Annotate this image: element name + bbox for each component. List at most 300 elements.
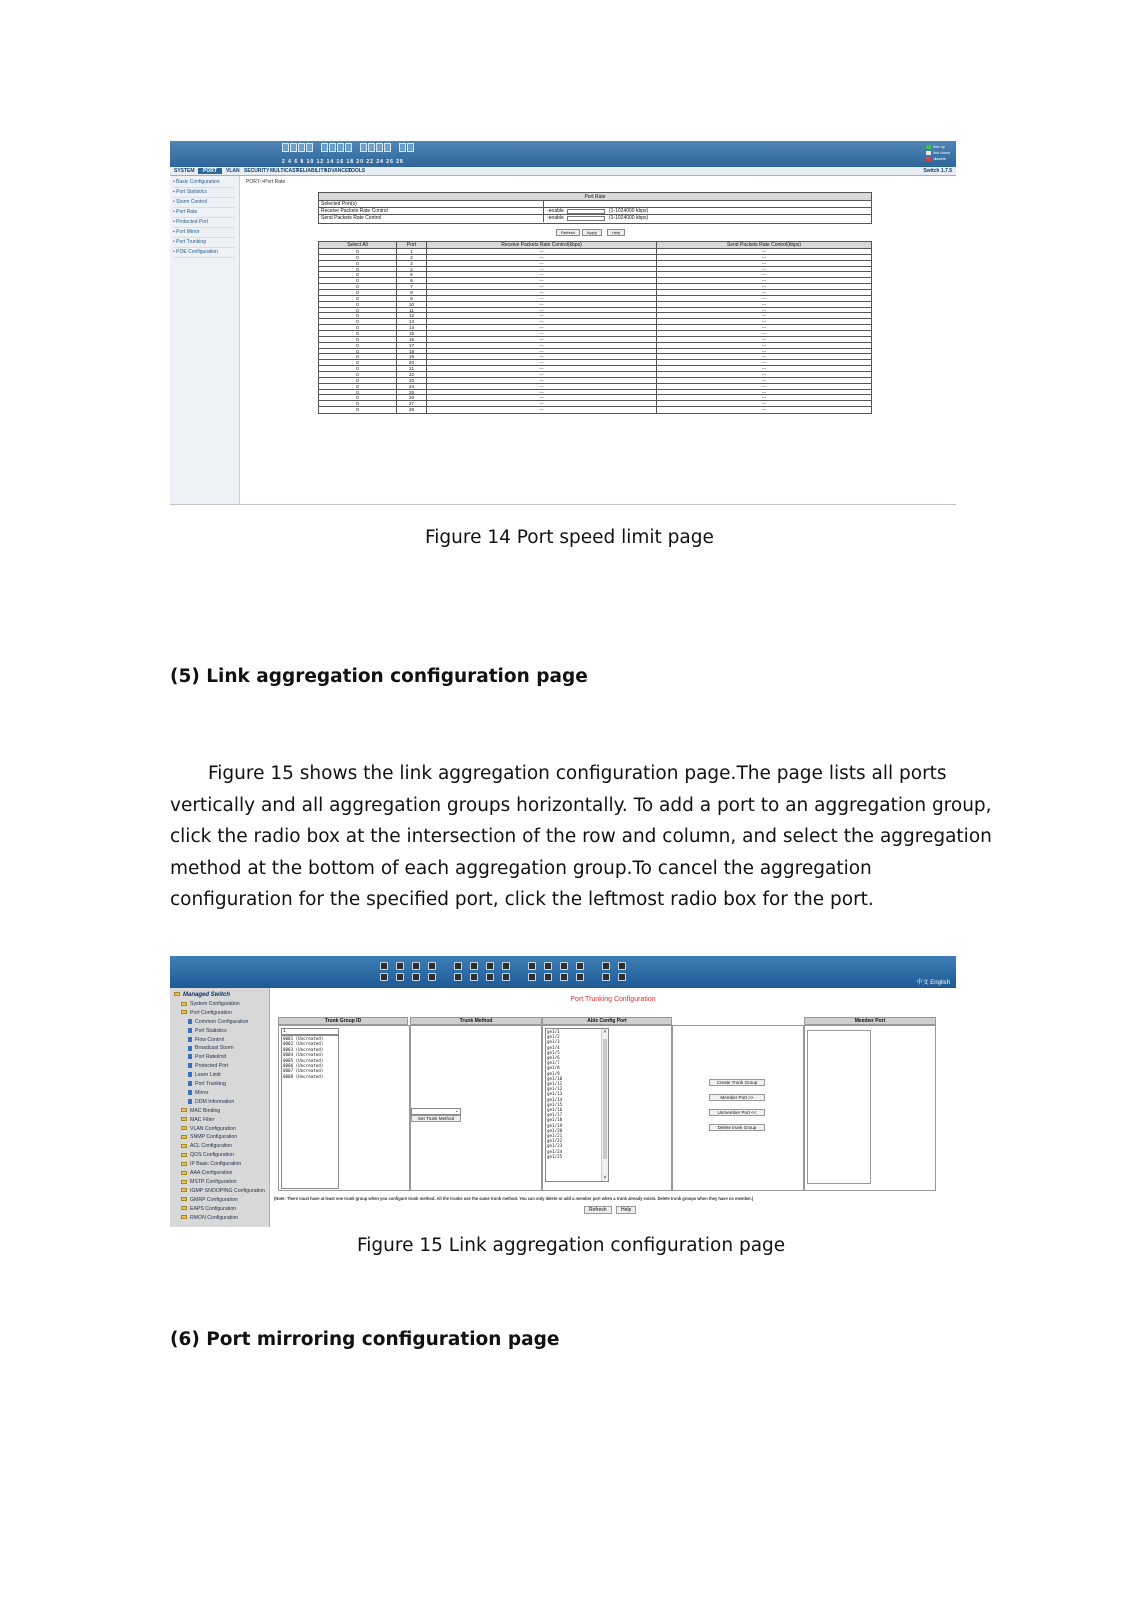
receive-rate-value: --- [427, 337, 657, 342]
row-select-checkbox[interactable] [319, 384, 397, 389]
selected-ports-row [319, 201, 871, 208]
menu-security[interactable]: SECURITY [244, 168, 270, 174]
list-item[interactable]: ge1/1 [547, 1029, 560, 1034]
list-item[interactable]: ge1/19 [547, 1122, 563, 1128]
row-select-checkbox[interactable] [319, 296, 397, 301]
row-select-checkbox[interactable] [319, 325, 397, 330]
tree-folder[interactable] [181, 1197, 238, 1203]
list-item[interactable]: 0001 (Uncreated) [283, 1036, 324, 1041]
tree-folder[interactable] [181, 1001, 240, 1007]
folder-icon [181, 1188, 187, 1192]
folder-icon [181, 1117, 187, 1121]
paragraph-line: click the radio box at the intersection of the row and column, and select the aggregation [170, 826, 992, 847]
list-item[interactable]: ge1/21 [547, 1133, 563, 1139]
sidebar-item-mirror[interactable]: • Port Mirror [173, 229, 235, 238]
row-select-checkbox[interactable] [319, 354, 397, 359]
menu-system[interactable]: SYSTEM [174, 168, 195, 174]
menu-reliability[interactable]: RELIABILITY [296, 168, 327, 174]
folder-icon [181, 1135, 187, 1139]
row-select-checkbox[interactable] [319, 366, 397, 371]
select-all-header[interactable]: Select All [319, 242, 397, 248]
port-number: 5 [397, 272, 427, 277]
list-item[interactable]: 0005 (Uncreated) [283, 1057, 324, 1063]
port-number: 27 [397, 401, 427, 406]
send-rate-unit: (1-1024000 kbps) [609, 215, 649, 221]
section-6-heading: (6) Port mirroring configuration page [170, 1329, 560, 1350]
row-select-checkbox[interactable] [319, 343, 397, 348]
receive-rate-value: --- [427, 249, 657, 254]
receive-rate-value: --- [427, 354, 657, 359]
receive-enable-checkbox[interactable]: ▫enable [547, 208, 564, 214]
row-select-checkbox[interactable] [319, 331, 397, 336]
send-rate-value: --- [761, 407, 767, 413]
table-row [319, 407, 871, 413]
list-item[interactable]: ge1/6 [547, 1055, 560, 1061]
paragraph-line: configuration for the specified port, click the leftmost radio box for the port. [170, 889, 874, 910]
port-led-icon[interactable] [502, 962, 512, 984]
tree-label: Mirror [195, 1089, 209, 1096]
port-led-icon[interactable] [618, 962, 628, 984]
list-item[interactable]: ge1/13 [547, 1091, 563, 1097]
trunk-note: (Note: There must have at least one trunk group when you configure trunk method. All the trunks use the same trunk method. You can only delete or add a member port when a trunk already exists. Delete trunk groups when they have no member.) [274, 1196, 754, 1201]
send-rate-value: --- [761, 395, 767, 401]
port-number: 6 [397, 278, 427, 283]
body-paragraph [170, 758, 992, 916]
page-icon [188, 1028, 192, 1033]
tree-label: MAC Binding [190, 1107, 221, 1114]
list-item[interactable]: ge1/3 [547, 1039, 560, 1045]
tree-label: System Configuration [190, 1000, 240, 1007]
tree-label: Learn Limit [195, 1072, 221, 1079]
set-trunk-method-button[interactable]: Set Trunk Method [411, 1115, 461, 1122]
tree-label: Port Ratelimit [195, 1054, 227, 1061]
config-tree [170, 988, 270, 1227]
page-title: Port Trunking Configuration [570, 996, 656, 1003]
tree-label: QOS Configuration [190, 1152, 234, 1159]
port-number: 19 [397, 354, 427, 359]
tree-folder[interactable] [181, 1206, 236, 1212]
send-rate-value: --- [761, 348, 767, 354]
member-port-column [804, 1025, 936, 1191]
tree-page[interactable] [188, 1099, 234, 1105]
folder-icon [181, 1206, 187, 1210]
trunk-group-id-header: Trunk Group ID [278, 1017, 408, 1025]
tree-label: Flow Control [195, 1036, 225, 1043]
receive-rate-value: --- [427, 349, 657, 354]
port-number: 9 [397, 296, 427, 301]
row-select-checkbox[interactable] [319, 308, 397, 313]
list-item[interactable]: ge1/12 [547, 1086, 563, 1092]
refresh-button[interactable]: Refresh [584, 1206, 612, 1214]
paragraph-line: Figure 15 shows the link aggregation configuration page.The page lists all ports [208, 763, 947, 784]
tree-label: Broadcast Storm [195, 1045, 234, 1052]
send-rate-value: --- [761, 354, 767, 360]
sidebar-item-port-rate[interactable]: • Port Rate [173, 209, 235, 218]
menu-advanced[interactable]: ADVANCED [324, 168, 352, 174]
port-number: 12 [397, 313, 427, 318]
receive-rate-value: --- [427, 325, 657, 330]
folder-icon [181, 1180, 187, 1184]
port-number: 21 [397, 366, 427, 371]
apply-button[interactable]: Apply [582, 229, 602, 236]
send-rate-value: --- [761, 295, 767, 301]
send-rate-value: --- [761, 383, 767, 389]
port-number: 22 [397, 372, 427, 377]
tree-folder[interactable] [181, 1152, 234, 1158]
receive-rate-value: --- [427, 343, 657, 348]
port-led-icon[interactable] [544, 962, 554, 984]
port-number: 7 [397, 284, 427, 289]
page-icon [188, 1037, 192, 1042]
row-select-checkbox[interactable] [319, 272, 397, 277]
menu-port[interactable]: PORT [198, 168, 222, 174]
tree-folder[interactable] [181, 1143, 232, 1149]
folder-icon [181, 1002, 187, 1006]
legend-disable: disable [933, 156, 946, 161]
switch-banner [170, 141, 956, 167]
folder-icon [181, 1144, 187, 1148]
figure-14-caption: Figure 14 Port speed limit page [425, 527, 714, 548]
list-item[interactable]: ge1/16 [547, 1107, 563, 1113]
menu-vlan[interactable]: VLAN [226, 168, 240, 174]
scroll-up-icon[interactable]: ˄ [603, 1029, 607, 1035]
trunk-group-id-input[interactable]: 1 [281, 1028, 339, 1035]
receive-rate-value: --- [427, 284, 657, 289]
send-rate-value: --- [761, 278, 767, 284]
tree-label: MAC Filter [190, 1116, 215, 1123]
list-item[interactable]: 0004 (Uncreated) [283, 1052, 324, 1058]
help-button[interactable]: Help [616, 1206, 636, 1214]
send-enable-checkbox[interactable]: ▫enable [547, 215, 564, 221]
port-led-icon[interactable] [486, 962, 496, 984]
receive-rate-value: --- [427, 319, 657, 324]
port-number: 10 [397, 302, 427, 307]
send-rate-value: --- [761, 360, 767, 366]
port-rate-title: Port Rate [319, 193, 871, 201]
tree-folder[interactable] [181, 1215, 238, 1221]
row-select-checkbox[interactable] [319, 401, 397, 406]
row-select-checkbox[interactable] [319, 407, 397, 413]
tree-page[interactable] [188, 1072, 221, 1078]
folder-icon [181, 1126, 187, 1130]
port-number: 1 [397, 249, 427, 254]
receive-rate-value: --- [427, 360, 657, 365]
tree-label: Protected Port [195, 1063, 229, 1070]
create-trunk-group-button[interactable]: Create Trunk Group [709, 1079, 765, 1086]
send-rate-value: --- [761, 401, 767, 407]
paragraph-line: method at the bottom of each aggregation group.To cancel the aggregation [170, 857, 872, 879]
send-rate-value: --- [761, 377, 767, 383]
receive-rate-value: --- [427, 296, 657, 301]
send-rate-label: Send Packets Rate Control [321, 215, 382, 221]
port-led-group [602, 962, 628, 984]
tree-folder[interactable] [181, 1179, 237, 1185]
port-led-panel [380, 962, 644, 984]
row-select-checkbox[interactable] [319, 349, 397, 354]
tree-label: Common Configuration [195, 1018, 249, 1025]
tree-label: RMON Configuration [190, 1214, 239, 1221]
sidebar-item-storm[interactable]: • Storm Control [173, 199, 235, 208]
folder-icon [181, 1162, 187, 1166]
refresh-button[interactable]: Refresh [556, 229, 580, 236]
port-number: 28 [397, 407, 427, 413]
port-number: 15 [397, 331, 427, 336]
row-select-checkbox[interactable] [319, 284, 397, 289]
trunk-group-column [278, 1025, 410, 1191]
tree-label: Port Trunking [195, 1081, 226, 1087]
send-rate-value: --- [761, 266, 767, 272]
port-number: 3 [397, 261, 427, 266]
receive-rate-value: --- [427, 372, 657, 377]
port-led-icon[interactable] [560, 962, 570, 984]
actions-column [672, 1025, 804, 1191]
receive-rate-value: --- [427, 290, 657, 295]
port-header: Port [397, 242, 427, 248]
row-select-checkbox[interactable] [319, 378, 397, 383]
list-item[interactable]: ge1/9 [547, 1070, 560, 1076]
language-switch[interactable]: 中文 English [916, 980, 950, 986]
list-item[interactable]: ge1/20 [547, 1127, 563, 1133]
member-port-header: Member Port [804, 1017, 936, 1025]
tree-folder[interactable] [181, 1126, 236, 1132]
help-button[interactable]: Help [607, 229, 625, 236]
port-led-icon[interactable] [428, 962, 438, 984]
receive-rate-value: --- [427, 302, 657, 307]
tree-folder[interactable] [181, 1188, 265, 1194]
sidebar-item-statistics[interactable]: • Port Statistics [173, 189, 235, 198]
receive-rate-input[interactable] [567, 209, 605, 214]
list-item[interactable]: ge1/5 [547, 1049, 560, 1055]
tree-page[interactable] [188, 1019, 248, 1025]
tree-page[interactable] [188, 1081, 226, 1087]
able-config-port-column [542, 1025, 672, 1191]
folder-icon [181, 1171, 187, 1175]
tree-root[interactable] [174, 992, 230, 998]
list-item[interactable]: ge1/22 [547, 1138, 563, 1144]
list-item[interactable]: ge1/24 [547, 1148, 563, 1154]
port-led-group [528, 962, 586, 984]
send-rate-value: --- [761, 342, 767, 348]
list-item[interactable]: ge1/15 [547, 1101, 563, 1107]
receive-rate-value: --- [427, 267, 657, 272]
top-menu [170, 167, 956, 176]
tree-page[interactable] [188, 1028, 227, 1034]
receive-rate-value: --- [427, 261, 657, 266]
section-5-heading: (5) Link aggregation configuration page [170, 666, 588, 687]
port-number: 11 [397, 308, 427, 313]
tree-label: MSTP Configuration [190, 1178, 237, 1185]
menu-multicast[interactable]: MULTICAST [270, 168, 299, 174]
list-item[interactable]: ge1/4 [547, 1044, 560, 1050]
scroll-down-icon[interactable]: ˅ [603, 1175, 607, 1181]
send-rate-input[interactable] [567, 216, 605, 221]
row-select-checkbox[interactable] [319, 390, 397, 395]
folder-icon [181, 1108, 187, 1112]
page-icon [188, 1099, 192, 1104]
receive-rate-value: --- [427, 384, 657, 389]
row-select-checkbox[interactable] [319, 249, 397, 254]
menu-tools[interactable]: TOOLS [348, 168, 366, 174]
page-icon [188, 1054, 192, 1059]
list-item[interactable]: ge1/14 [547, 1096, 563, 1102]
trunk-method-column [410, 1025, 542, 1191]
list-item[interactable]: ge1/8 [547, 1065, 560, 1071]
chevron-down-icon: ⌄ [454, 1108, 459, 1114]
port-sidebar [170, 176, 240, 505]
tree-folder[interactable] [181, 1108, 220, 1114]
receive-rate-value: --- [427, 390, 657, 395]
selected-ports-label: Selected Port(s) [321, 201, 357, 207]
port-led-icon[interactable] [470, 962, 480, 984]
port-led-icon[interactable] [602, 962, 612, 984]
receive-rate-value: --- [427, 313, 657, 318]
port-led-group [454, 962, 512, 984]
row-select-checkbox[interactable] [319, 267, 397, 272]
scroll-thumb[interactable] [603, 1039, 607, 1159]
send-rate-header: Send Packets Rate Control(kbps) [726, 242, 802, 248]
send-rate-value: --- [761, 366, 767, 372]
port-legend [926, 144, 950, 162]
sidebar-item-basic[interactable]: • Basic Configuration [173, 179, 235, 188]
row-select-checkbox[interactable] [319, 337, 397, 342]
list-item[interactable]: ge1/17 [547, 1112, 563, 1118]
row-select-checkbox[interactable] [319, 302, 397, 307]
figure-14-port-rate-screenshot [170, 141, 956, 505]
send-rate-value: --- [761, 325, 767, 331]
list-item[interactable]: 0006 (Uncreated) [283, 1063, 324, 1069]
unmember-port-button[interactable]: Unmember Port << [709, 1109, 765, 1116]
port-number: 8 [397, 290, 427, 295]
paragraph-line: vertically and all aggregation groups horizontally. To add a port to an aggregation group, [170, 794, 992, 816]
trunk-method-select[interactable] [411, 1108, 461, 1115]
able-config-port-header: Able Config Port [542, 1017, 672, 1025]
folder-icon [181, 1197, 187, 1201]
receive-rate-value: --- [427, 401, 657, 406]
member-port-button[interactable]: Member Port >> [709, 1094, 765, 1101]
list-item[interactable]: ge1/7 [547, 1060, 560, 1066]
receive-rate-value: --- [427, 395, 657, 400]
send-rate-value: --- [761, 301, 767, 307]
tree-page[interactable] [188, 1045, 234, 1051]
page-icon [188, 1019, 192, 1024]
send-rate-value: --- [761, 272, 767, 278]
tree-page[interactable] [188, 1037, 224, 1043]
row-select-checkbox[interactable] [319, 261, 397, 266]
send-rate-value: --- [761, 307, 767, 313]
list-item[interactable]: ge1/11 [547, 1081, 563, 1087]
tree-label: VLAN Configuration [190, 1125, 236, 1132]
list-item[interactable]: ge1/10 [547, 1075, 563, 1081]
tree-folder[interactable] [181, 1161, 241, 1167]
list-item[interactable]: ge1/25 [547, 1153, 563, 1159]
tree-folder[interactable] [181, 1010, 232, 1016]
receive-rate-value: --- [427, 255, 657, 260]
figure-15-trunking-screenshot [170, 956, 956, 1227]
list-item[interactable]: ge1/2 [547, 1034, 560, 1040]
sidebar-item-poe[interactable]: • POE Configuration [173, 249, 235, 258]
tree-folder[interactable] [181, 1117, 215, 1123]
list-item[interactable]: 0008 (Uncreated) [283, 1073, 324, 1079]
tree-folder[interactable] [181, 1134, 237, 1140]
receive-rate-label: Receive Packets Rate Control [321, 208, 388, 214]
port-led-icon[interactable] [528, 962, 538, 984]
port-status-icons [282, 143, 420, 152]
list-item[interactable]: ge1/23 [547, 1143, 563, 1149]
receive-rate-value: --- [427, 407, 657, 413]
port-number: 26 [397, 395, 427, 400]
row-select-checkbox[interactable] [319, 319, 397, 324]
list-item[interactable]: 0003 (Uncreated) [283, 1046, 324, 1052]
folder-icon [174, 992, 180, 996]
port-number: 16 [397, 337, 427, 342]
row-select-checkbox[interactable] [319, 278, 397, 283]
row-select-checkbox[interactable] [319, 290, 397, 295]
page-icon [188, 1063, 192, 1068]
page-icon [188, 1072, 192, 1077]
list-item[interactable]: 0002 (Uncreated) [283, 1041, 324, 1047]
send-rate-value: --- [761, 284, 767, 290]
port-led-icon[interactable] [576, 962, 586, 984]
receive-rate-value: --- [427, 366, 657, 371]
trunk-group-list[interactable] [281, 1035, 339, 1189]
tree-page[interactable] [188, 1090, 209, 1096]
port-led-icon[interactable] [454, 962, 464, 984]
row-select-checkbox[interactable] [319, 372, 397, 377]
row-select-checkbox[interactable] [319, 360, 397, 365]
port-number: 17 [397, 343, 427, 348]
row-select-checkbox[interactable] [319, 255, 397, 260]
row-select-checkbox[interactable] [319, 313, 397, 318]
send-rate-value: --- [761, 319, 767, 325]
sidebar-item-protected[interactable]: • Protected Port [173, 219, 235, 228]
tree-label: EAPS Configuration [190, 1205, 237, 1212]
port-number: 14 [397, 325, 427, 330]
tree-label: IP Basic Configuration [190, 1161, 242, 1168]
port-number: 24 [397, 384, 427, 389]
switch-banner [170, 956, 956, 988]
trunk-method-header: Trunk Method [410, 1017, 542, 1025]
able-port-list[interactable] [545, 1028, 609, 1182]
delete-trunk-group-button[interactable]: Delete trunk Group [709, 1124, 765, 1131]
port-rate-form [318, 192, 872, 224]
list-item[interactable]: 0007 (Uncreated) [283, 1068, 324, 1074]
port-number: 23 [397, 378, 427, 383]
able-port-scrollbar[interactable] [601, 1029, 608, 1181]
tree-label: AAA Configuration [190, 1170, 233, 1176]
port-led-icon[interactable] [412, 962, 422, 984]
tree-label: IGMP SNOOPING Configuration [190, 1187, 265, 1194]
send-rate-value: --- [761, 254, 767, 260]
tree-page[interactable] [188, 1054, 226, 1060]
folder-icon [181, 1215, 187, 1219]
tree-page[interactable] [188, 1063, 228, 1069]
list-item[interactable]: ge1/18 [547, 1117, 563, 1123]
sidebar-item-trunking[interactable]: • Port Trunking [173, 239, 235, 248]
row-select-checkbox[interactable] [319, 395, 397, 400]
send-rate-row [319, 215, 871, 222]
send-rate-value: --- [761, 290, 767, 295]
port-led-icon[interactable] [396, 962, 406, 984]
port-number: 4 [397, 267, 427, 272]
page-icon [188, 1081, 192, 1086]
member-port-list[interactable] [807, 1030, 871, 1184]
tree-folder[interactable] [181, 1170, 232, 1176]
folder-icon [181, 1010, 187, 1014]
receive-rate-value: --- [427, 308, 657, 313]
port-led-icon[interactable] [380, 962, 390, 984]
figure-15-caption: Figure 15 Link aggregation configuration page [357, 1235, 786, 1256]
port-rate-buttons [170, 229, 956, 237]
